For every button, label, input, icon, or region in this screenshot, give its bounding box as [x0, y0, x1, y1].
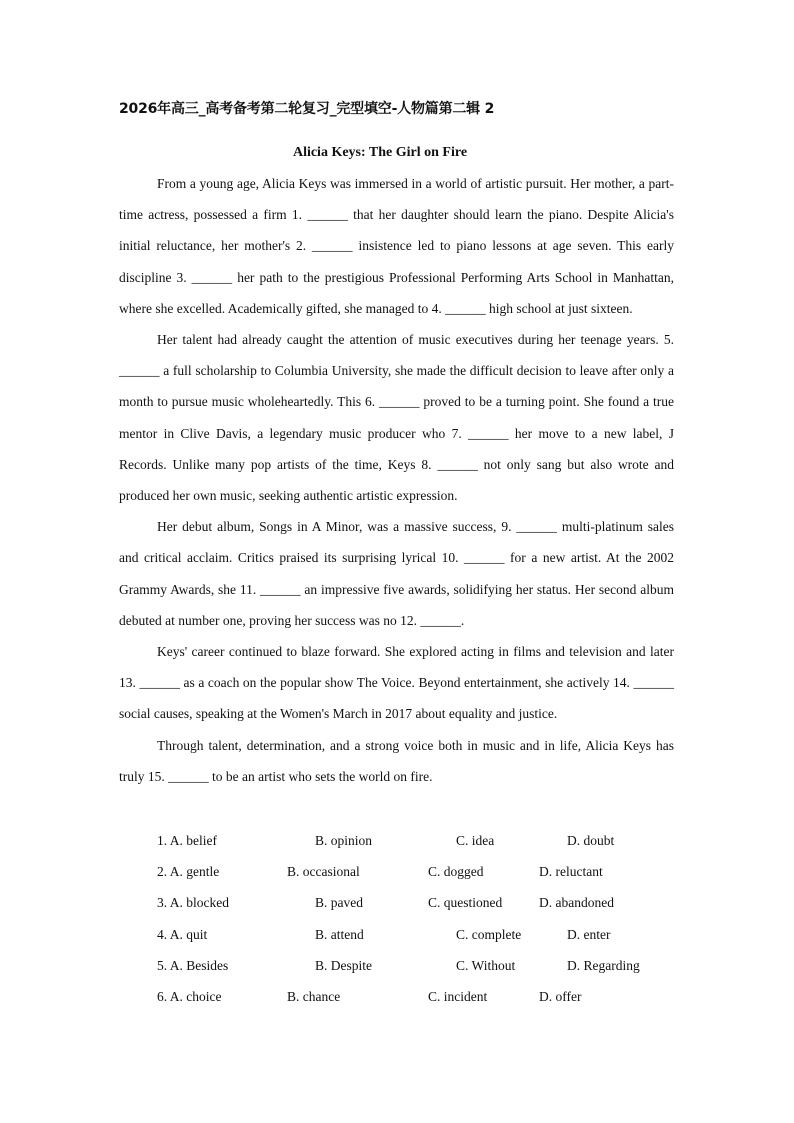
option-c: C. incident	[428, 988, 488, 1004]
article-body	[119, 168, 674, 792]
option-a: 4. A. quit	[157, 926, 208, 942]
paragraph: Her talent had already caught the attention of music executives during her teenage years. 5. ______ a full scholarship to Columbia University, she made the difficult decision to leave after only a month to pursue music wholeheartedly. This 6. ______ proved to be a turning point. She found a true mentor in Clive Davis, a legendary music producer who 7. ______ her move to a new label, J Records. Unlike many pop artists of the time, Keys 8. ______ not only sang but also wrote and produced her own music, seeking authentic artistic expression.	[119, 332, 674, 504]
option-d: D. abandoned	[539, 895, 614, 911]
option-row	[157, 950, 717, 981]
option-d: D. offer	[539, 988, 582, 1004]
option-b: B. Despite	[315, 957, 372, 973]
paragraph: Through talent, determination, and a strong voice both in music and in life, Alicia Keys has truly 15. ______ to be an artist who sets the world on fire.	[119, 737, 674, 784]
option-b: B. attend	[315, 926, 364, 942]
option-c: C. dogged	[428, 864, 484, 880]
option-a: 1. A. belief	[157, 833, 217, 848]
paragraph: Her debut album, Songs in A Minor, was a massive success, 9. ______ multi-platinum sales and critical acclaim. Critics praised its surprising lyrical 10. ______ for a new artist. At the 2002 Grammy Awards, she 11. ______ an impressive five awards, solidifying her status. Her second album debuted at number one, proving her success was no 12. ______.	[119, 519, 674, 628]
option-d: D. reluctant	[539, 864, 603, 880]
option-a: 5. A. Besides	[157, 957, 229, 973]
option-b: B. chance	[287, 988, 341, 1004]
option-d: D. Regarding	[567, 957, 640, 973]
option-b: B. occasional	[287, 864, 360, 880]
article-title: Alicia Keys: The Girl on Fire	[292, 145, 468, 160]
option-c: C. Without	[456, 957, 516, 973]
option-c: C. idea	[456, 833, 495, 848]
option-row	[157, 825, 717, 856]
option-a: 3. A. blocked	[157, 895, 229, 911]
option-a: 2. A. gentle	[157, 864, 220, 880]
option-a: 6. A. choice	[157, 988, 222, 1004]
document-header: 2026年高三_高考备考第二轮复习_完型填空-人物篇第二辑 2	[119, 101, 495, 117]
option-d: D. enter	[567, 926, 611, 942]
option-row	[157, 856, 717, 887]
option-row	[157, 981, 717, 1012]
paragraph: Keys' career continued to blaze forward. She explored acting in films and television and later 13. ______ as a coach on the popular show The Voice. Beyond entertainment, she actively 14. ______ social causes, speaking at the Women's March in 2017 about equality and justice.	[119, 644, 674, 722]
option-row	[157, 887, 717, 918]
option-c: C. questioned	[428, 895, 503, 911]
option-b: B. opinion	[315, 833, 373, 848]
option-c: C. complete	[456, 926, 522, 942]
answer-options	[157, 825, 717, 1012]
option-row	[157, 919, 717, 950]
option-d: D. doubt	[567, 833, 615, 848]
paragraph: From a young age, Alicia Keys was immersed in a world of artistic pursuit. Her mother, a part-time actress, possessed a firm 1. ______ that her daughter should learn the piano. Despite Alicia's initial reluctance, her mother's 2. ______ insistence led to piano lessons at age seven. This early discipline 3. ______ her path to the prestigious Professional Performing Arts School in Manhattan, where she excelled. Academically gifted, she managed to 4. ______ high school at just sixteen.	[119, 176, 674, 316]
option-b: B. paved	[315, 895, 363, 911]
